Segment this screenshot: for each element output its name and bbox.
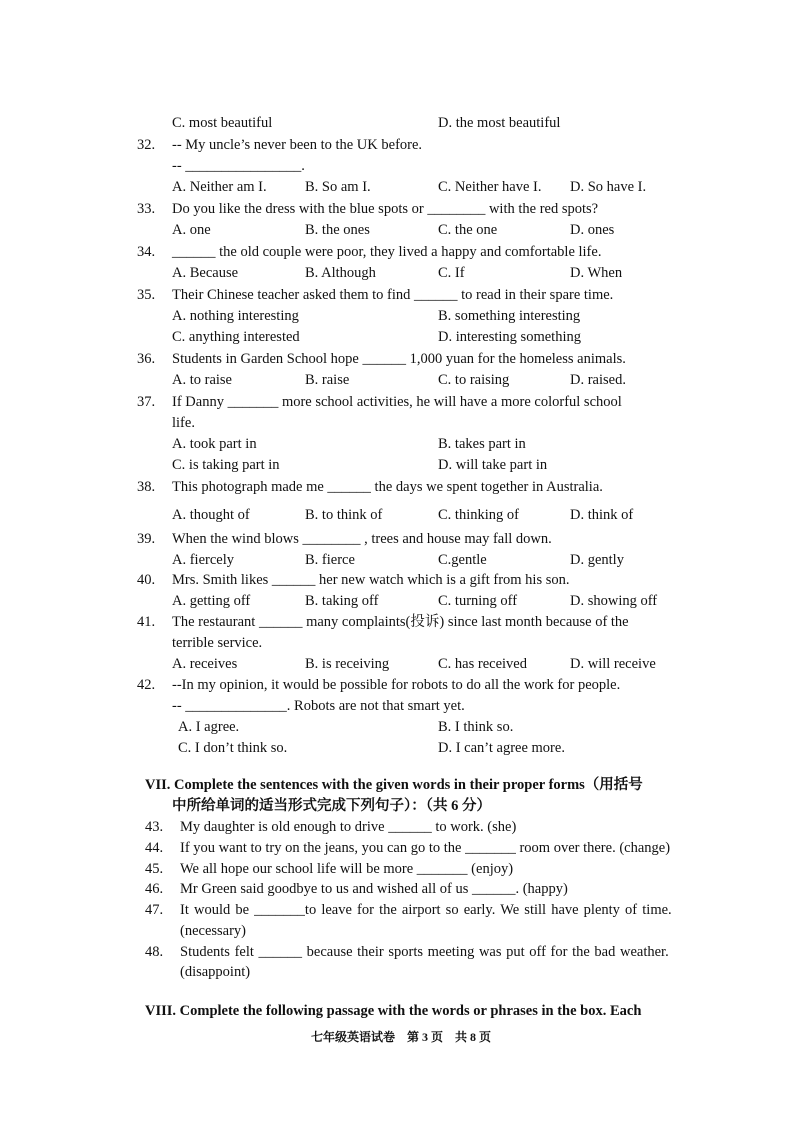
q31-option-c: C. most beautiful	[172, 115, 273, 131]
q37-option-a: A. took part in	[172, 436, 257, 452]
q38-stem: This photograph made me ______ the days we spent together in Australia.	[172, 479, 603, 495]
q42-option-b: B. I think so.	[438, 719, 514, 735]
q39-option-a: A. fiercely	[172, 552, 234, 568]
q48-number: 48.	[145, 944, 164, 960]
q36-option-c: C. to raising	[438, 372, 510, 388]
q37-option-c: C. is taking part in	[172, 457, 280, 473]
q39-option-b: B. fierce	[305, 552, 355, 568]
q42-reply: -- ______________. Robots are not that smart yet.	[172, 698, 465, 714]
q48-text: Students felt ______ because their sports meeting was put off for the bad weather.	[180, 944, 669, 960]
q32-number: 32.	[137, 137, 156, 153]
q32-option-a: A. Neither am I.	[172, 179, 267, 195]
q37-stem-continued: life.	[172, 415, 195, 431]
page-footer: 七年级英语试卷 第 3 页 共 8 页	[311, 1030, 492, 1044]
q40-number: 40.	[137, 572, 156, 588]
q41-stem: The restaurant ______ many complaints(投诉) since last month because of the	[172, 614, 629, 630]
q45-text: We all hope our school life will be more _______ (enjoy)	[180, 861, 514, 877]
q47-text-continued: (necessary)	[180, 923, 247, 939]
q40-option-b: B. taking off	[305, 593, 379, 609]
section-vii-heading: VII. Complete the sentences with the given words in their proper forms（用括号	[145, 777, 643, 793]
q46-number: 46.	[145, 881, 164, 897]
q35-stem: Their Chinese teacher asked them to find ______ to read in their spare time.	[172, 287, 614, 303]
q47-text: It would be _______to leave for the airport so early. We still have plenty of time.	[180, 902, 672, 918]
q41-option-d: D. will receive	[570, 656, 656, 672]
q35-option-c: C. anything interested	[172, 329, 300, 345]
q34-stem: ______ the old couple were poor, they lived a happy and comfortable life.	[172, 244, 602, 260]
q36-number: 36.	[137, 351, 156, 367]
q33-stem: Do you like the dress with the blue spots or ________ with the red spots?	[172, 201, 599, 217]
q42-stem: --In my opinion, it would be possible for robots to do all the work for people.	[172, 677, 621, 693]
q39-stem: When the wind blows ________ , trees and house may fall down.	[172, 531, 552, 547]
q48-text-continued: (disappoint)	[180, 964, 251, 980]
q32-option-b: B. So am I.	[305, 179, 371, 195]
q38-option-a: A. thought of	[172, 507, 250, 523]
q39-option-c: C.gentle	[438, 552, 487, 568]
q35-option-a: A. nothing interesting	[172, 308, 299, 324]
q45-number: 45.	[145, 861, 164, 877]
q37-stem: If Danny _______ more school activities, he will have a more colorful school	[172, 394, 622, 410]
section-viii-heading: VIII. Complete the following passage with the words or phrases in the box. Each	[145, 1003, 642, 1019]
q37-option-b: B. takes part in	[438, 436, 526, 452]
q40-option-c: C. turning off	[438, 593, 518, 609]
q35-option-d: D. interesting something	[438, 329, 581, 345]
q41-option-b: B. is receiving	[305, 656, 390, 672]
q37-option-d: D. will take part in	[438, 457, 548, 473]
q34-option-d: D. When	[570, 265, 623, 281]
q33-option-b: B. the ones	[305, 222, 370, 238]
q33-number: 33.	[137, 201, 156, 217]
q43-number: 43.	[145, 819, 164, 835]
q33-option-c: C. the one	[438, 222, 498, 238]
q34-option-a: A. Because	[172, 265, 239, 281]
q38-option-c: C. thinking of	[438, 507, 519, 523]
section-vii-heading-cn: 中所给单词的适当形式完成下列句子）：（共 6 分）	[172, 798, 491, 814]
q42-option-c: C. I don’t think so.	[178, 740, 288, 756]
q32-option-d: D. So have I.	[570, 179, 647, 195]
q38-option-d: D. think of	[570, 507, 634, 523]
q36-stem: Students in Garden School hope ______ 1,000 yuan for the homeless animals.	[172, 351, 626, 367]
q38-option-b: B. to think of	[305, 507, 383, 523]
q33-option-a: A. one	[172, 222, 211, 238]
q41-number: 41.	[137, 614, 156, 630]
q36-option-a: A. to raise	[172, 372, 232, 388]
q44-text: If you want to try on the jeans, you can go to the _______ room over there. (change)	[180, 840, 671, 856]
q36-option-d: D. raised.	[570, 372, 626, 388]
q41-option-a: A. receives	[172, 656, 238, 672]
q43-text: My daughter is old enough to drive ______ to work. (she)	[180, 819, 517, 835]
q33-option-d: D. ones	[570, 222, 615, 238]
q47-number: 47.	[145, 902, 164, 918]
q36-option-b: B. raise	[305, 372, 350, 388]
q40-option-d: D. showing off	[570, 593, 658, 609]
q35-option-b: B. something interesting	[438, 308, 581, 324]
q34-option-c: C. If	[438, 265, 465, 281]
q40-stem: Mrs. Smith likes ______ her new watch which is a gift from his son.	[172, 572, 570, 588]
q44-number: 44.	[145, 840, 164, 856]
q39-number: 39.	[137, 531, 156, 547]
q42-option-d: D. I can’t agree more.	[438, 740, 565, 756]
q35-number: 35.	[137, 287, 156, 303]
q37-number: 37.	[137, 394, 156, 410]
q32-stem: -- My uncle’s never been to the UK before.	[172, 137, 423, 153]
q40-option-a: A. getting off	[172, 593, 251, 609]
q38-number: 38.	[137, 479, 156, 495]
q39-option-d: D. gently	[570, 552, 624, 568]
q31-option-d: D. the most beautiful	[438, 115, 561, 131]
q34-option-b: B. Although	[305, 265, 376, 281]
q46-text: Mr Green said goodbye to us and wished all of us ______. (happy)	[180, 881, 568, 897]
q32-reply: -- ________________.	[172, 158, 305, 174]
q32-option-c: C. Neither have I.	[438, 179, 542, 195]
q41-option-c: C. has received	[438, 656, 527, 672]
q34-number: 34.	[137, 244, 156, 260]
q41-stem-continued: terrible service.	[172, 635, 263, 651]
q42-number: 42.	[137, 677, 156, 693]
q42-option-a: A. I agree.	[178, 719, 240, 735]
